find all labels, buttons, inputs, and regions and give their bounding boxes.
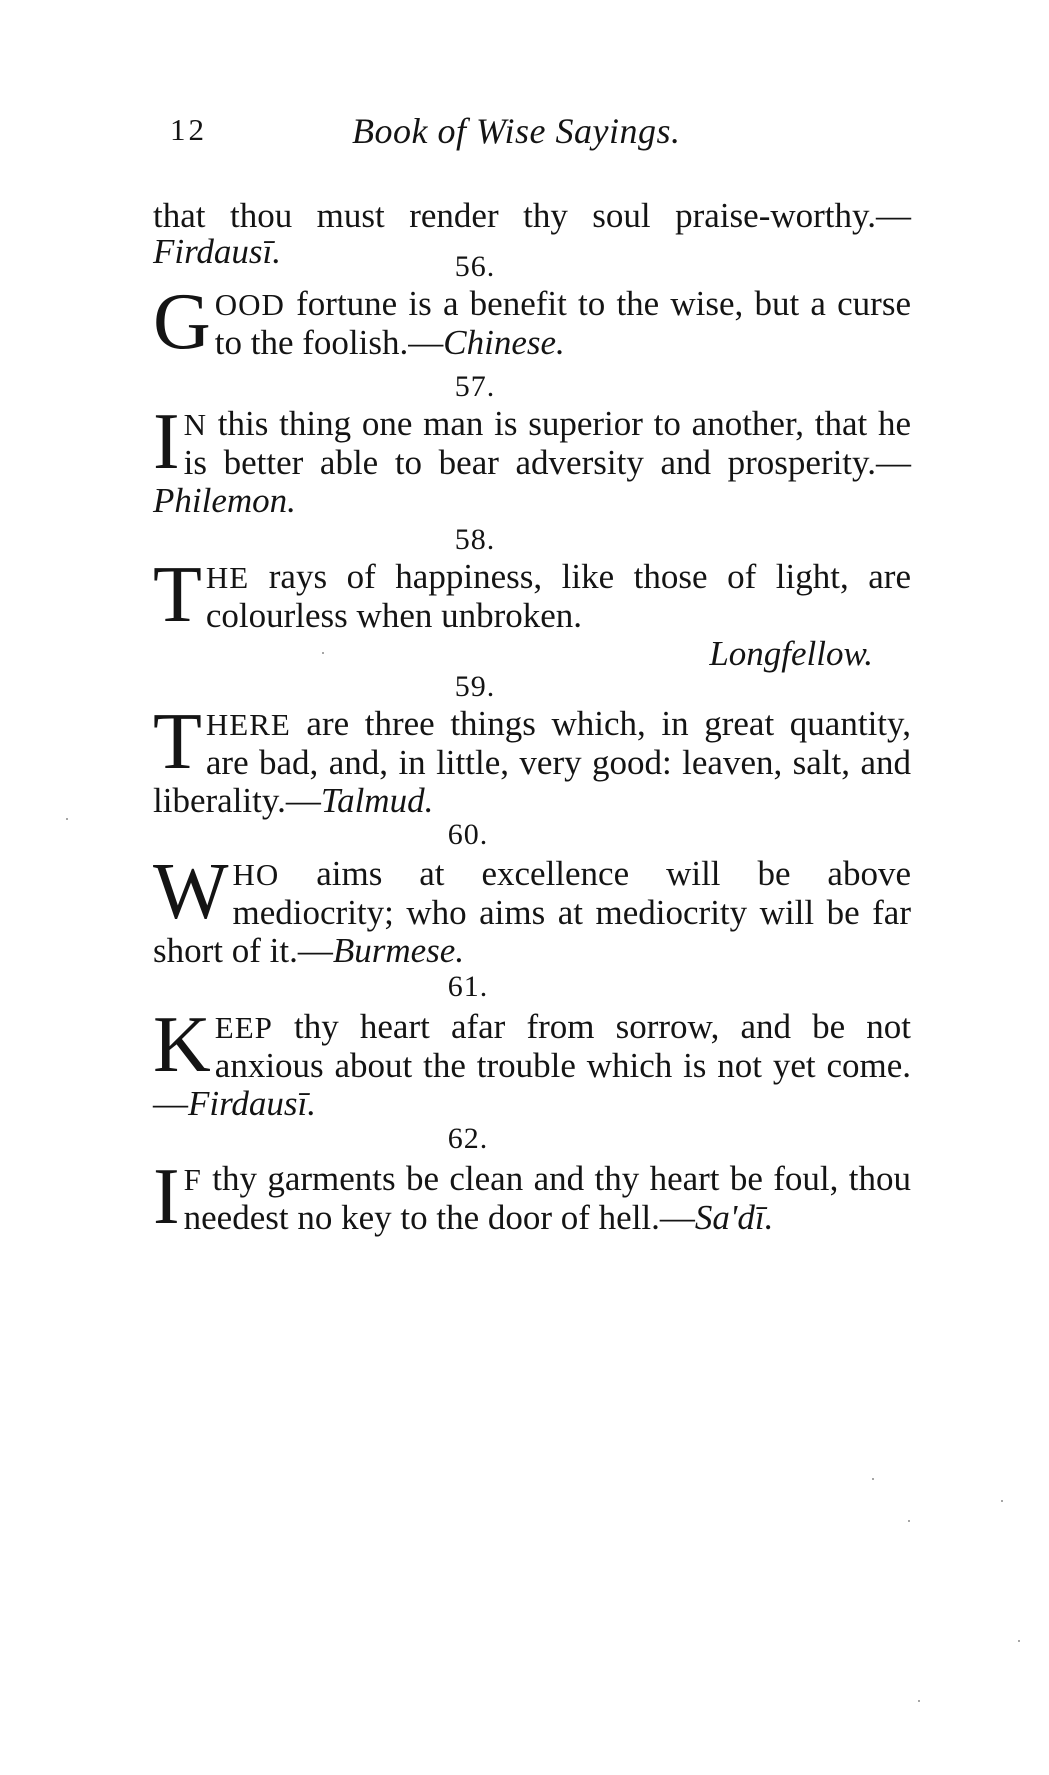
paper-speck bbox=[322, 652, 324, 654]
saying-source: Firdausī. bbox=[188, 1084, 317, 1123]
saying-number-59: 59. bbox=[454, 670, 496, 703]
saying-number-60: 60. bbox=[447, 818, 489, 851]
drop-cap: I bbox=[153, 1153, 180, 1241]
paper-speck bbox=[908, 1520, 910, 1522]
drop-cap: W bbox=[153, 848, 229, 936]
opening-caps: OOD bbox=[214, 287, 285, 322]
paper-speck bbox=[1018, 1640, 1020, 1642]
saying-number-57: 57. bbox=[454, 370, 496, 403]
saying-text: this thing one man is superior to another, that he is better able to bear adversity and prosperity.— bbox=[183, 404, 911, 482]
saying-source: Talmud. bbox=[320, 781, 434, 820]
saying-text: rays of happiness, like those of light, are colourless when unbroken. bbox=[205, 557, 911, 635]
paper-speck bbox=[918, 1700, 920, 1702]
opening-caps: HO bbox=[232, 857, 280, 892]
saying-text: thy garments be clean and thy heart be foul, thou needest no key to the door of hell.— bbox=[183, 1159, 911, 1237]
paper-speck bbox=[1001, 1500, 1003, 1502]
saying-source: Sa'dī. bbox=[694, 1198, 774, 1237]
saying-60 bbox=[153, 848, 911, 970]
saying-text: thy heart afar from sorrow, and be not anxious about the trouble which is not yet come.— bbox=[153, 1007, 911, 1123]
running-title: Book of Wise Sayings. bbox=[352, 111, 681, 151]
saying-number-61: 61. bbox=[447, 970, 489, 1003]
saying-source: Longfellow. bbox=[709, 634, 873, 673]
opening-caps: HERE bbox=[205, 707, 291, 742]
paper-speck bbox=[872, 1478, 874, 1480]
saying-number-58: 58. bbox=[454, 523, 496, 556]
drop-cap: G bbox=[153, 278, 211, 366]
saying-62 bbox=[153, 1153, 911, 1241]
opening-caps: HE bbox=[205, 560, 250, 595]
saying-source: Burmese. bbox=[332, 931, 465, 970]
page-header bbox=[170, 112, 910, 162]
saying-59 bbox=[153, 698, 911, 820]
saying-56 bbox=[153, 278, 911, 366]
drop-cap: K bbox=[153, 1001, 211, 1089]
saying-number-62: 62. bbox=[447, 1122, 489, 1155]
saying-text: aims at excellence will be above mediocrity; who aims at mediocrity will be far short of it.— bbox=[153, 854, 911, 970]
saying-source: Philemon. bbox=[153, 481, 296, 520]
drop-cap: T bbox=[153, 551, 202, 639]
continued-saying-source: Firdausī. bbox=[153, 232, 282, 271]
saying-57 bbox=[153, 398, 911, 520]
saying-source: Chinese. bbox=[443, 323, 565, 362]
opening-caps: EEP bbox=[214, 1010, 273, 1045]
opening-caps: F bbox=[183, 1162, 202, 1197]
drop-cap: T bbox=[153, 698, 202, 786]
continued-saying-text: that thou must render thy soul praise-worthy.— bbox=[153, 196, 911, 235]
saying-58 bbox=[153, 551, 911, 673]
paper-speck bbox=[66, 818, 68, 820]
drop-cap: I bbox=[153, 398, 180, 486]
saying-number-56: 56. bbox=[454, 250, 496, 283]
page-number: 12 bbox=[170, 112, 207, 147]
continued-saying bbox=[153, 198, 911, 270]
opening-caps: N bbox=[183, 407, 208, 442]
saying-61 bbox=[153, 1001, 911, 1123]
saying-text: fortune is a benefit to the wise, but a curse to the foolish.— bbox=[214, 284, 911, 362]
saying-text: are three things which, in great quantity, are bad, and, in little, very good: leaven, salt, and liberality.— bbox=[153, 704, 911, 820]
